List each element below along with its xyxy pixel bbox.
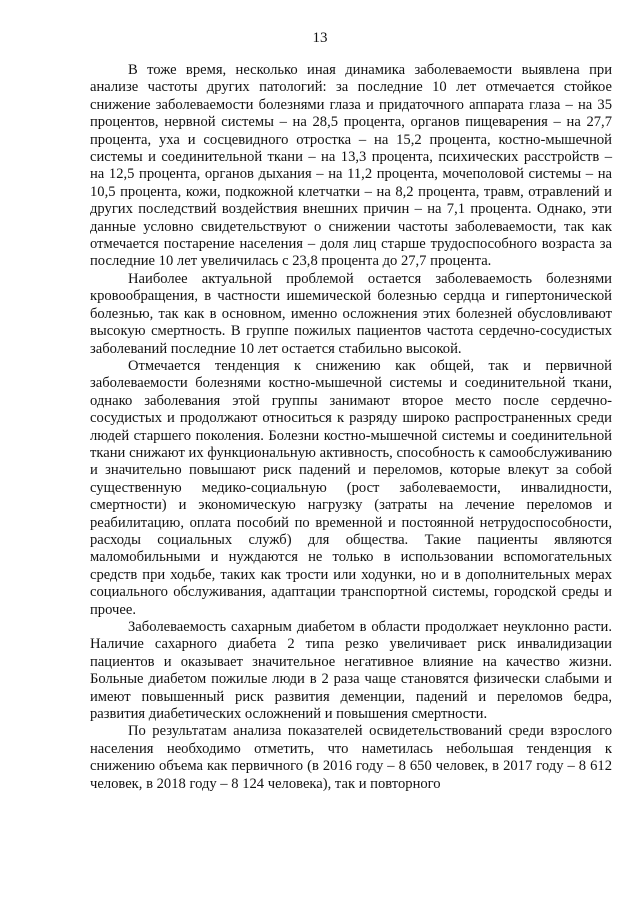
paragraph-2: Наиболее актуальной проблемой остается заболеваемость болезнями кровообращения, в частности ишемической болезнью сердца и гипертонической болезнью, так как в основном, именно осложнения этих болезней обусловливают высокую смертность. В группе пожилых пациентов частота сердечно-сосудистых заболеваний последние 10 лет остается стабильно высокой. <box>90 270 612 357</box>
paragraph-5: По результатам анализа показателей освидетельствований среди взрослого населения необходимо отметить, что наметилась небольшая тенденция к снижению объема как первичного (в 2016 году – 8 650 человек, в 2017 году – 8 612 человек, в 2018 году – 8 124 человека), так и повторного <box>90 723 612 792</box>
paragraph-3: Отмечается тенденция к снижению как общей, так и первичной заболеваемости болезнями костно-мышечной системы и соединительной ткани, однако заболевания этой группы занимают второе место после сердечно-сосудистых и продолжают относиться к разряду широко распространенных среди людей старшего поколения. Болезни костно-мышечной системы и соединительной ткани снижают их функциональную активность, способность к самообслуживанию и значительно повышают риск падений и переломов, которые влекут за собой существенную медико-социальную (рост заболеваемости, инвалидности, смертности) и экономическую нагрузку (затраты на лечение переломов и реабилитацию, оплата пособий по временной и постоянной нетрудоспособности, расходы социальных служб) для общества. Такие пациенты являются маломобильными и нуждаются не только в использовании вспомогательных средств при ходьбе, таких как трости или ходунки, но и в дополнительных мерах социального обслуживания, адаптации транспортной системы, городской среды и прочее. <box>90 357 612 618</box>
page-number: 13 <box>312 30 328 46</box>
body-text <box>90 62 612 793</box>
paragraph-4: Заболеваемость сахарным диабетом в области продолжает неуклонно расти. Наличие сахарного диабета 2 типа резко увеличивает риск инвалидизации пациентов и оказывает значительное негативное влияние на качество жизни. Больные диабетом пожилые люди в 2 раза чаще становятся физически слабыми и имеют повышенный риск развития деменции, падений и переломов бедра, развития диабетических осложнений и повышения смертности. <box>90 619 612 723</box>
paragraph-1: В тоже время, несколько иная динамика заболеваемости выявлена при анализе частоты других патологий: за последние 10 лет отмечается стойкое снижение заболеваемости болезнями глаза и придаточного аппарата глаза – на 35 процентов, нервной системы – на 28,5 процента, органов пищеварения – на 27,7 процента, уха и сосцевидного отростка – на 15,2 процента, костно-мышечной системы и соединительной ткани – на 13,3 процента, психических расстройств – на 12,5 процента, органов дыхания – на 11,2 процента, мочеполовой системы – на 10,5 процента, кожи, подкожной клетчатки – на 8,2 процента, травм, отравлений и других последствий воздействия внешних причин – на 7,1 процента. Однако, эти данные условно свидетельствуют о снижении частоты заболеваемости, так как отмечается постарение населения – доля лиц старше трудоспособного возраста за последние 10 лет увеличилась с 23,8 процента до 27,7 процента. <box>90 62 612 270</box>
